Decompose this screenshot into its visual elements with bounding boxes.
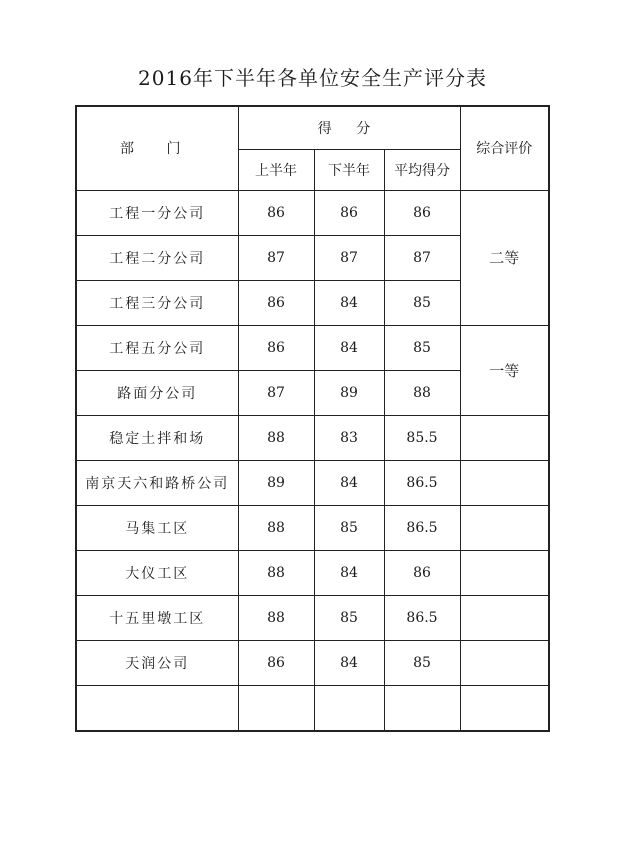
rating-cell-empty <box>460 505 549 550</box>
table-row <box>76 550 549 595</box>
first-half-cell: 88 <box>238 595 314 640</box>
dept-cell: 路面分公司 <box>76 370 238 415</box>
second-half-header: 下半年 <box>314 149 384 190</box>
dept-cell: 天润公司 <box>76 640 238 685</box>
first-half-cell: 88 <box>238 550 314 595</box>
first-half-cell: 86 <box>238 280 314 325</box>
second-half-cell <box>314 685 384 731</box>
rating-cell-empty <box>460 550 549 595</box>
dept-cell: 工程三分公司 <box>76 280 238 325</box>
second-half-cell: 87 <box>314 235 384 280</box>
dept-cell <box>76 685 238 731</box>
dept-cell: 十五里墩工区 <box>76 595 238 640</box>
table-row-empty <box>76 685 549 731</box>
average-cell: 86 <box>384 190 460 235</box>
rating-cell-empty <box>460 640 549 685</box>
rating-cell-empty <box>460 685 549 731</box>
average-cell: 86.5 <box>384 460 460 505</box>
score-header: 得 分 <box>238 106 460 149</box>
first-half-cell: 86 <box>238 640 314 685</box>
second-half-cell: 84 <box>314 280 384 325</box>
header-row-1 <box>76 106 549 149</box>
first-half-cell: 87 <box>238 370 314 415</box>
dept-cell: 稳定土拌和场 <box>76 415 238 460</box>
first-half-cell: 86 <box>238 190 314 235</box>
score-table <box>75 105 550 732</box>
dept-cell: 工程五分公司 <box>76 325 238 370</box>
average-cell: 87 <box>384 235 460 280</box>
dept-cell: 大仪工区 <box>76 550 238 595</box>
average-cell: 88 <box>384 370 460 415</box>
second-half-cell: 84 <box>314 640 384 685</box>
second-half-cell: 85 <box>314 595 384 640</box>
average-cell: 85 <box>384 325 460 370</box>
second-half-cell: 89 <box>314 370 384 415</box>
first-half-cell <box>238 685 314 731</box>
rating-cell-grade-one: 一等 <box>460 325 549 415</box>
second-half-cell: 84 <box>314 325 384 370</box>
rating-cell-empty <box>460 460 549 505</box>
average-cell: 85.5 <box>384 415 460 460</box>
average-cell: 86.5 <box>384 505 460 550</box>
dept-cell: 工程一分公司 <box>76 190 238 235</box>
rating-header: 综合评价 <box>460 106 549 190</box>
first-half-cell: 88 <box>238 415 314 460</box>
table-row <box>76 415 549 460</box>
dept-cell: 工程二分公司 <box>76 235 238 280</box>
page-title: 2016年下半年各单位安全生产评分表 <box>138 66 487 90</box>
table-row <box>76 595 549 640</box>
second-half-cell: 85 <box>314 505 384 550</box>
average-cell: 86.5 <box>384 595 460 640</box>
rating-cell-empty <box>460 415 549 460</box>
department-header: 部 门 <box>76 106 238 190</box>
second-half-cell: 83 <box>314 415 384 460</box>
table-row <box>76 640 549 685</box>
first-half-header: 上半年 <box>238 149 314 190</box>
average-header: 平均得分 <box>384 149 460 190</box>
table-row <box>76 190 549 235</box>
average-cell: 86 <box>384 550 460 595</box>
table-row <box>76 460 549 505</box>
average-cell: 85 <box>384 280 460 325</box>
first-half-cell: 87 <box>238 235 314 280</box>
average-cell <box>384 685 460 731</box>
table-row <box>76 505 549 550</box>
dept-cell: 马集工区 <box>76 505 238 550</box>
table-row <box>76 325 549 370</box>
first-half-cell: 88 <box>238 505 314 550</box>
rating-cell-grade-two: 二等 <box>460 190 549 325</box>
dept-cell: 南京天六和路桥公司 <box>76 460 238 505</box>
first-half-cell: 89 <box>238 460 314 505</box>
rating-cell-empty <box>460 595 549 640</box>
average-cell: 85 <box>384 640 460 685</box>
first-half-cell: 86 <box>238 325 314 370</box>
second-half-cell: 84 <box>314 460 384 505</box>
second-half-cell: 84 <box>314 550 384 595</box>
second-half-cell: 86 <box>314 190 384 235</box>
